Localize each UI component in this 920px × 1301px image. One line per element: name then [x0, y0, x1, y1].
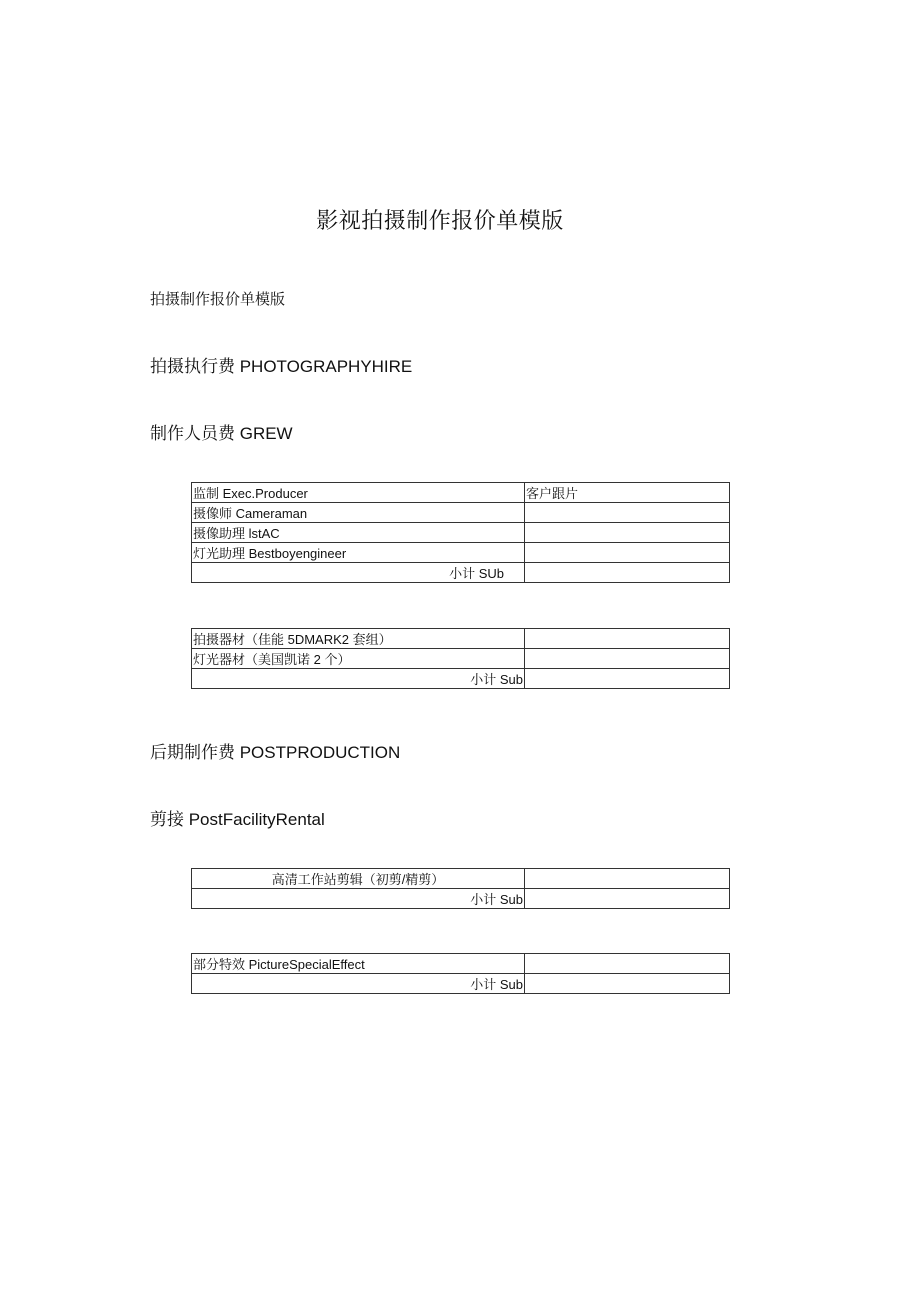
- subtotal-label: 小计 Sub: [192, 889, 525, 909]
- value-cell: 客户跟片: [525, 483, 730, 503]
- section-heading-post-production: 后期制作费 POSTPRODUCTION: [150, 743, 401, 762]
- subtotal-row: [192, 974, 730, 994]
- table-row: [192, 543, 730, 563]
- table-row: [192, 649, 730, 669]
- item-cell: 摄像助理 lstAC: [192, 523, 525, 543]
- value-cell: [525, 503, 730, 523]
- value-cell: [525, 649, 730, 669]
- subtotal-value: [525, 563, 730, 583]
- section-heading-crew: 制作人员费 GREW: [150, 424, 293, 443]
- table-row: [192, 869, 730, 889]
- item-cell: 高清工作站剪辑（初剪/精剪）: [192, 869, 525, 889]
- item-cell: 部分特效 PictureSpecialEffect: [192, 954, 525, 974]
- item-cell: 监制 Exec.Producer: [192, 483, 525, 503]
- equipment-cost-table: [191, 628, 730, 689]
- subtotal-row: [192, 563, 730, 583]
- subtotal-label: 小计 SUb: [192, 563, 525, 583]
- effects-cost-table: [191, 953, 730, 994]
- subtotal-value: [525, 889, 730, 909]
- subtotal-label: 小计 Sub: [192, 669, 525, 689]
- item-cell: 灯光器材（美国凯诺 2 个）: [192, 649, 525, 669]
- subtotal-value: [525, 669, 730, 689]
- value-cell: [525, 869, 730, 889]
- page-title: 影视拍摄制作报价单模版: [316, 208, 564, 233]
- editing-cost-table: [191, 868, 730, 909]
- table-row: [192, 523, 730, 543]
- value-cell: [525, 629, 730, 649]
- subtotal-row: [192, 889, 730, 909]
- section-heading-photography-hire: 拍摄执行费 PHOTOGRAPHYHIRE: [150, 357, 413, 376]
- value-cell: [525, 543, 730, 563]
- subtotal-value: [525, 974, 730, 994]
- crew-cost-table: [191, 482, 730, 583]
- subtotal-label: 小计 Sub: [192, 974, 525, 994]
- document-subtitle: 拍摄制作报价单模版: [150, 291, 286, 308]
- table-row: [192, 503, 730, 523]
- value-cell: [525, 523, 730, 543]
- section-heading-post-facility: 剪接 PostFacilityRental: [150, 810, 325, 829]
- table-row: [192, 483, 730, 503]
- table-row: [192, 629, 730, 649]
- value-cell: [525, 954, 730, 974]
- item-cell: 摄像师 Cameraman: [192, 503, 525, 523]
- item-cell: 灯光助理 Bestboyengineer: [192, 543, 525, 563]
- table-row: [192, 954, 730, 974]
- subtotal-row: [192, 669, 730, 689]
- item-cell: 拍摄器材（佳能 5DMARK2 套组）: [192, 629, 525, 649]
